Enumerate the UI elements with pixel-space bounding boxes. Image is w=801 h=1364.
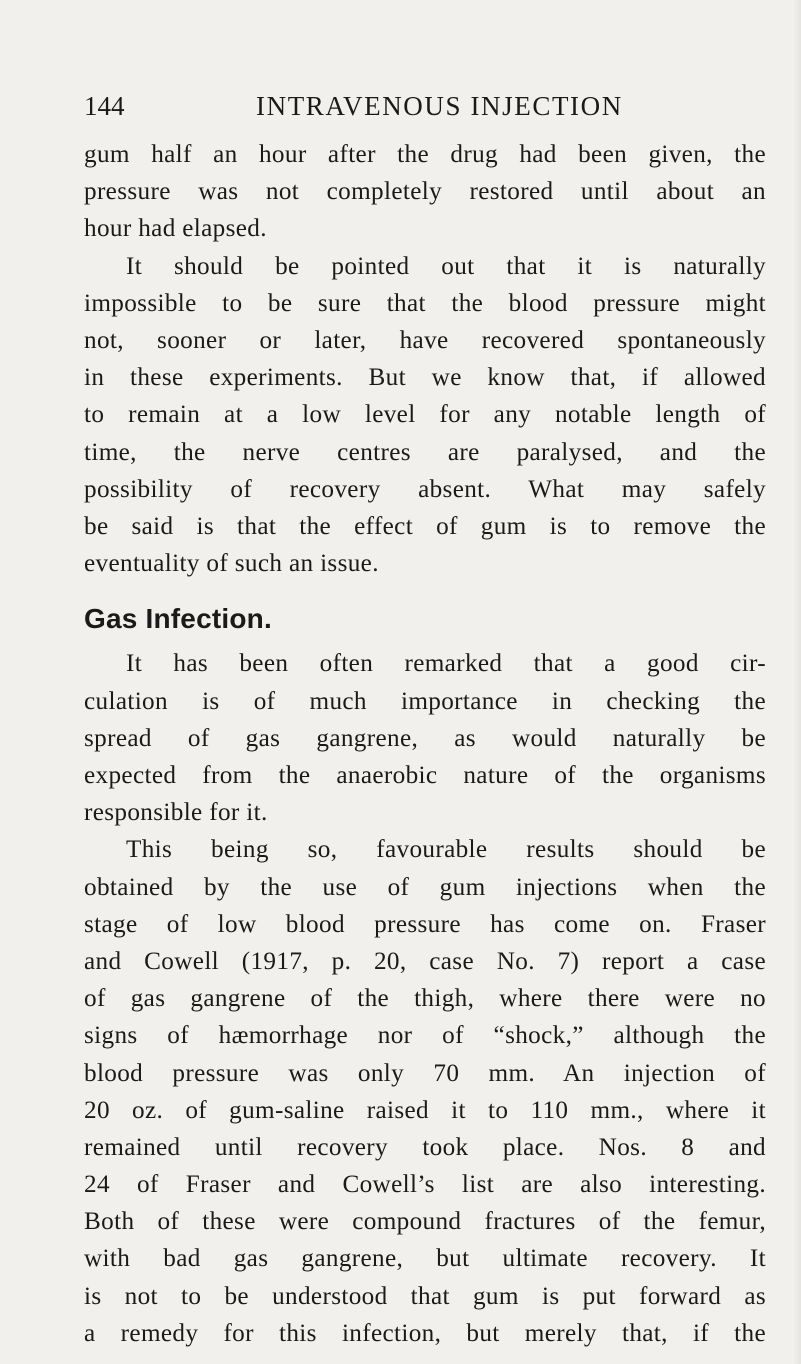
text-line: and Cowell (1917, p. 20, case No. 7) report a case — [84, 947, 766, 975]
text-line: is not to be understood that gum is put forward as — [84, 1282, 766, 1310]
text-line: of gas gangrene of the thigh, where there were no — [84, 985, 766, 1013]
text-line: 24 of Fraser and Cowell’s list are also interesting. — [84, 1171, 766, 1199]
text-line: signs of hæmorrhage nor of “shock,” although the — [84, 1022, 766, 1050]
text-line: This being so, favourable results should be — [126, 836, 766, 864]
text-line: hour had elapsed. — [84, 215, 267, 243]
running-title: INTRAVENOUS INJECTION — [256, 91, 623, 121]
text-line: be said is that the effect of gum is to remove the — [84, 512, 766, 540]
page-number: 144 — [84, 91, 125, 121]
text-line: with bad gas gangrene, but ultimate recovery. It — [84, 1245, 766, 1273]
text-line: obtained by the use of gum injections when the — [84, 873, 766, 901]
paragraph-1 — [84, 136, 766, 248]
text-line: blood pressure was only 70 mm. An injection of — [84, 1059, 766, 1087]
text-line: responsible for it. — [84, 799, 268, 827]
section-heading: Gas Infection. — [84, 603, 272, 635]
text-line: time, the nerve centres are paralysed, and the — [84, 438, 766, 466]
text-line: pressure was not completely restored until about an — [84, 178, 766, 206]
paragraph-4 — [84, 831, 766, 1352]
text-line: stage of low blood pressure has come on. Fraser — [84, 910, 766, 938]
text-line: culation is of much importance in checking the — [84, 687, 766, 715]
text-line: It has been often remarked that a good cir- — [126, 650, 766, 678]
text-line: to remain at a low level for any notable length of — [84, 401, 766, 429]
text-line: It should be pointed out that it is naturally — [126, 252, 766, 280]
page-body — [84, 136, 766, 1352]
paragraph-2 — [84, 248, 766, 583]
text-line: a remedy for this infection, but merely that, if the — [84, 1319, 766, 1347]
text-line: impossible to be sure that the blood pressure might — [84, 289, 766, 317]
page-edge-shadow — [793, 0, 801, 1364]
text-line: Both of these were compound fractures of the femur, — [84, 1208, 766, 1236]
text-line: gum half an hour after the drug had been given, the — [84, 141, 766, 168]
text-line: remained until recovery took place. Nos. 8 and — [84, 1133, 766, 1161]
text-line: spread of gas gangrene, as would naturally be — [84, 724, 766, 752]
text-line: eventuality of such an issue. — [84, 550, 379, 578]
text-line: not, sooner or later, have recovered spontaneously — [84, 326, 766, 354]
paragraph-3 — [84, 645, 766, 831]
text-line: 20 oz. of gum-saline raised it to 110 mm., where it — [84, 1096, 766, 1124]
text-line: in these experiments. But we know that, if allowed — [84, 364, 766, 392]
text-line: possibility of recovery absent. What may safely — [84, 475, 766, 503]
text-line: expected from the anaerobic nature of the organisms — [84, 762, 766, 789]
running-head — [84, 86, 664, 126]
